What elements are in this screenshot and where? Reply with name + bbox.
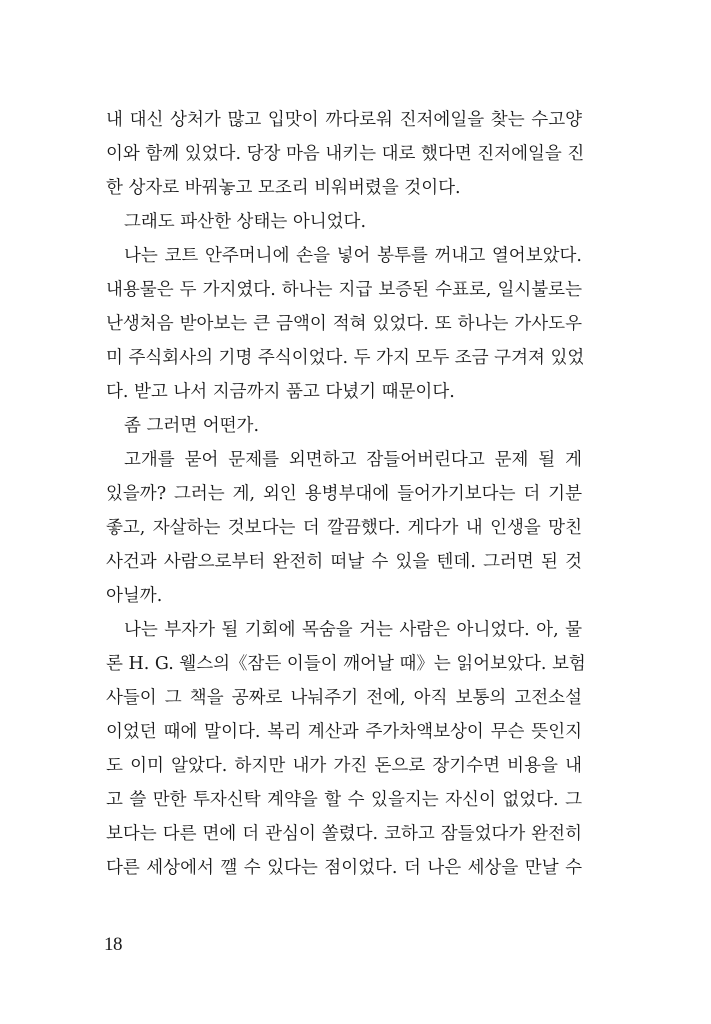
- text-line: 좀 그러면 어떤가.: [124, 416, 260, 436]
- text-line: 고 쓸 만한 투자신탁 계약을 할 수 있을지는 자신이 없었다. 그: [106, 790, 582, 810]
- text-line: 나는 코트 안주머니에 손을 넣어 봉투를 꺼내고 열어보았다.: [124, 246, 582, 266]
- text-line: 좋고, 자살하는 것보다는 더 깔끔했다. 게다가 내 인생을 망친: [106, 518, 582, 538]
- paragraph: [106, 205, 582, 239]
- page-number: 18: [104, 934, 122, 955]
- text-line: 보다는 다른 면에 더 관심이 쏠렸다. 코하고 잠들었다가 완전히: [106, 824, 582, 844]
- paragraph: [106, 613, 586, 885]
- paragraph: [106, 409, 582, 443]
- text-line: 아닐까.: [106, 586, 163, 606]
- paragraph: [106, 103, 585, 205]
- text-line: 나는 부자가 될 기회에 목숨을 거는 사람은 아니었다. 아, 물: [124, 620, 582, 640]
- text-line: 이었던 때에 말이다. 복리 계산과 주가차액보상이 무슨 뜻인지: [106, 722, 583, 742]
- text-line: 있을까? 그러는 게, 외인 용병부대에 들어가기보다는 더 기분: [106, 484, 582, 504]
- text-line: 난생처음 받아보는 큰 금액이 적혀 있었다. 또 하나는 가사도우: [106, 314, 582, 334]
- page-body: [106, 103, 586, 885]
- text-line: 미 주식회사의 기명 주식이었다. 두 가지 모두 조금 구겨져 있었: [106, 348, 585, 368]
- text-line: 다른 세상에서 깰 수 있다는 점이었다. 더 나은 세상을 만날 수: [106, 858, 582, 878]
- text-line: 내용물은 두 가지였다. 하나는 지급 보증된 수표로, 일시불로는: [106, 280, 582, 300]
- text-line: 고개를 묻어 문제를 외면하고 잠들어버린다고 문제 될 게: [124, 450, 582, 470]
- text-line: 한 상자로 바꿔놓고 모조리 비워버렸을 것이다.: [106, 178, 461, 198]
- text-line: 이와 함께 있었다. 당장 마음 내키는 대로 했다면 진저에일을 진: [106, 144, 585, 164]
- paragraph: [106, 239, 585, 409]
- text-line: 사들이 그 책을 공짜로 나눠주기 전에, 아직 보통의 고전소설: [106, 688, 582, 708]
- text-line: 도 이미 알았다. 하지만 내가 가진 돈으로 장기수면 비용을 내: [106, 756, 582, 776]
- text-line: 사건과 사람으로부터 완전히 떠날 수 있을 텐데. 그러면 된 것: [106, 552, 582, 572]
- text-line: 그래도 파산한 상태는 아니었다.: [124, 212, 367, 232]
- paragraph: [106, 443, 582, 613]
- text-line: 내 대신 상처가 많고 입맛이 까다로워 진저에일을 찾는 수고양: [106, 110, 582, 130]
- text-line: 론 H. G. 웰스의《잠든 이들이 깨어날 때》는 읽어보았다. 보험: [106, 654, 586, 674]
- text-line: 다. 받고 나서 지금까지 품고 다녔기 때문이다.: [106, 382, 455, 402]
